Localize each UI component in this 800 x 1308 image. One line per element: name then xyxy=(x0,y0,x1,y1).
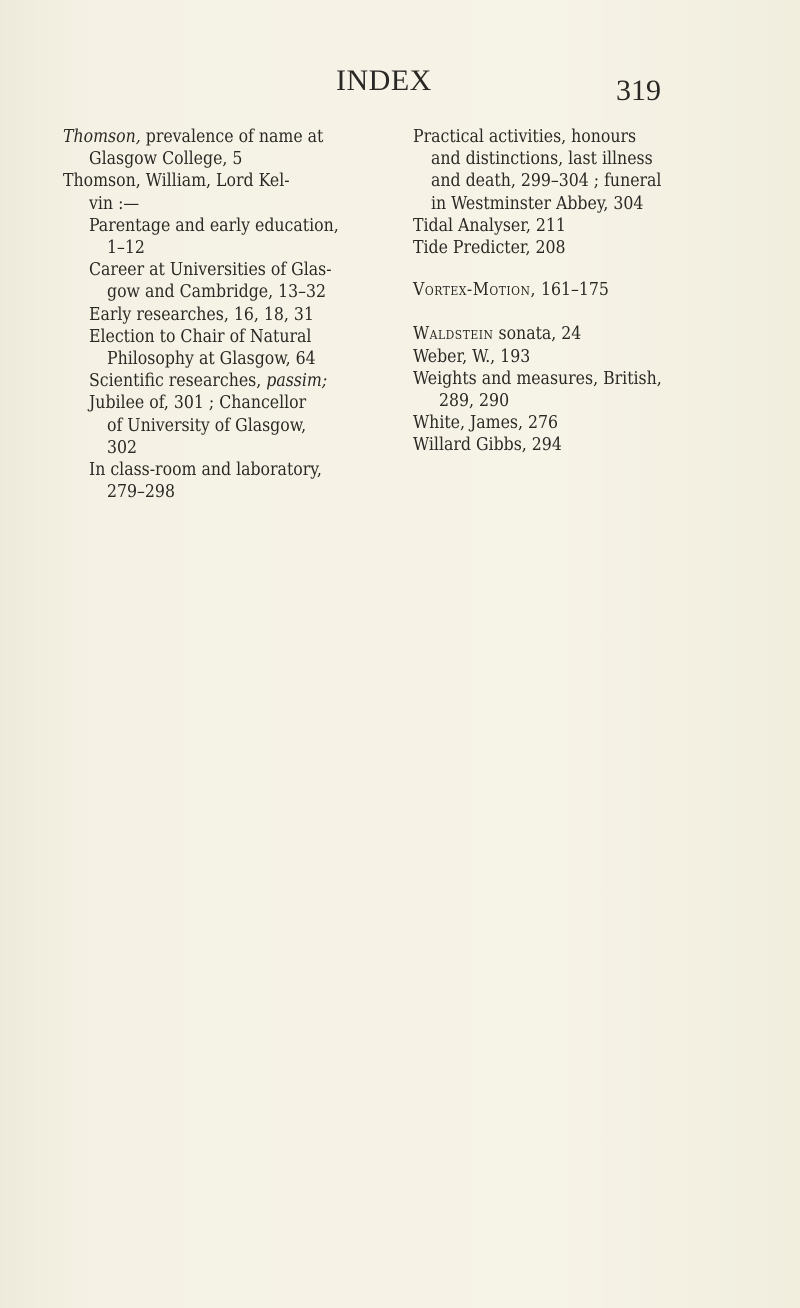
index-entry-weber xyxy=(413,346,743,368)
index-entry-thomson-william xyxy=(63,170,378,214)
subentry-scientific-researches xyxy=(63,370,378,392)
entry-text: White, James, 276 xyxy=(413,413,559,434)
subentry-parentage xyxy=(63,215,378,259)
index-entry-willard-gibbs xyxy=(413,434,743,456)
subentry-jubilee xyxy=(63,392,378,459)
subentry-continuation: 279–298 xyxy=(107,482,175,503)
entry-text: Weber, W., 193 xyxy=(413,346,531,367)
index-column-right xyxy=(413,126,743,457)
entry-text: Tidal Analyser, 211 xyxy=(413,215,566,236)
subentry-continuation: 302 xyxy=(107,437,138,458)
entry-text: Thomson, William, Lord Kel- xyxy=(63,171,290,192)
page-header xyxy=(0,64,800,108)
index-entry-tidal-analyser xyxy=(413,215,743,237)
subentry-text: In class-room and laboratory, xyxy=(89,460,322,481)
index-entry-vortex-motion xyxy=(413,279,743,301)
subentry-text: Parentage and early education, xyxy=(89,215,339,236)
index-entry-tide-predicter xyxy=(413,237,743,259)
entry-heading: Vortex-Motion, xyxy=(413,280,536,301)
subentry-continuation: and distinctions, last illness xyxy=(431,149,653,170)
entry-heading: Thomson, xyxy=(63,127,141,147)
page-title: INDEX xyxy=(336,64,432,97)
subentry-text: Jubilee of, 301 ; Chancellor xyxy=(89,393,307,414)
subentry-text: Election to Chair of Natural xyxy=(89,326,312,347)
index-entry-waldstein xyxy=(413,323,743,345)
entry-text: 161–175 xyxy=(535,280,609,301)
subentry-practical-activities xyxy=(413,126,743,215)
subentry-continuation: and death, 299–304 ; funeral xyxy=(431,171,662,192)
subentry-class-room xyxy=(63,459,378,503)
entry-text: Tide Predicter, 208 xyxy=(413,238,566,259)
entry-text: Weights and measures, British, xyxy=(413,368,662,389)
subentry-continuation: of University of Glasgow, xyxy=(107,415,307,436)
entry-text: sonata, 24 xyxy=(493,324,582,345)
subentry-text: Career at Universities of Glas- xyxy=(89,260,332,281)
subentry-career xyxy=(63,259,378,303)
index-column-left xyxy=(63,126,378,503)
section-gap xyxy=(413,259,743,279)
entry-continuation: vin :— xyxy=(89,193,140,214)
subentry-passim: passim; xyxy=(266,371,328,392)
entry-continuation: 289, 290 xyxy=(439,391,510,412)
subentry-election xyxy=(63,326,378,370)
subentry-continuation: 1–12 xyxy=(107,238,145,259)
subentry-text: Scientific researches, xyxy=(89,371,267,392)
index-entry-white xyxy=(413,412,743,434)
entry-heading: Waldstein xyxy=(413,324,494,345)
subentry-text: Early researches, 16, 18, 31 xyxy=(89,304,314,325)
index-entry-thomson-name xyxy=(63,126,378,170)
subentry-continuation: gow and Cambridge, 13–32 xyxy=(107,282,327,303)
subentry-early-researches xyxy=(63,304,378,326)
section-gap xyxy=(413,301,743,323)
entry-continuation: Glasgow College, 5 xyxy=(89,149,243,170)
entry-text: Willard Gibbs, 294 xyxy=(413,435,562,456)
subentry-continuation: Philosophy at Glasgow, 64 xyxy=(107,349,316,370)
index-entry-weights xyxy=(413,368,743,412)
subentry-text: Practical activities, honours xyxy=(413,127,637,147)
page-number: 319 xyxy=(616,74,661,107)
entry-text: prevalence of name at xyxy=(140,127,324,147)
subentry-continuation: in Westminster Abbey, 304 xyxy=(431,193,644,214)
